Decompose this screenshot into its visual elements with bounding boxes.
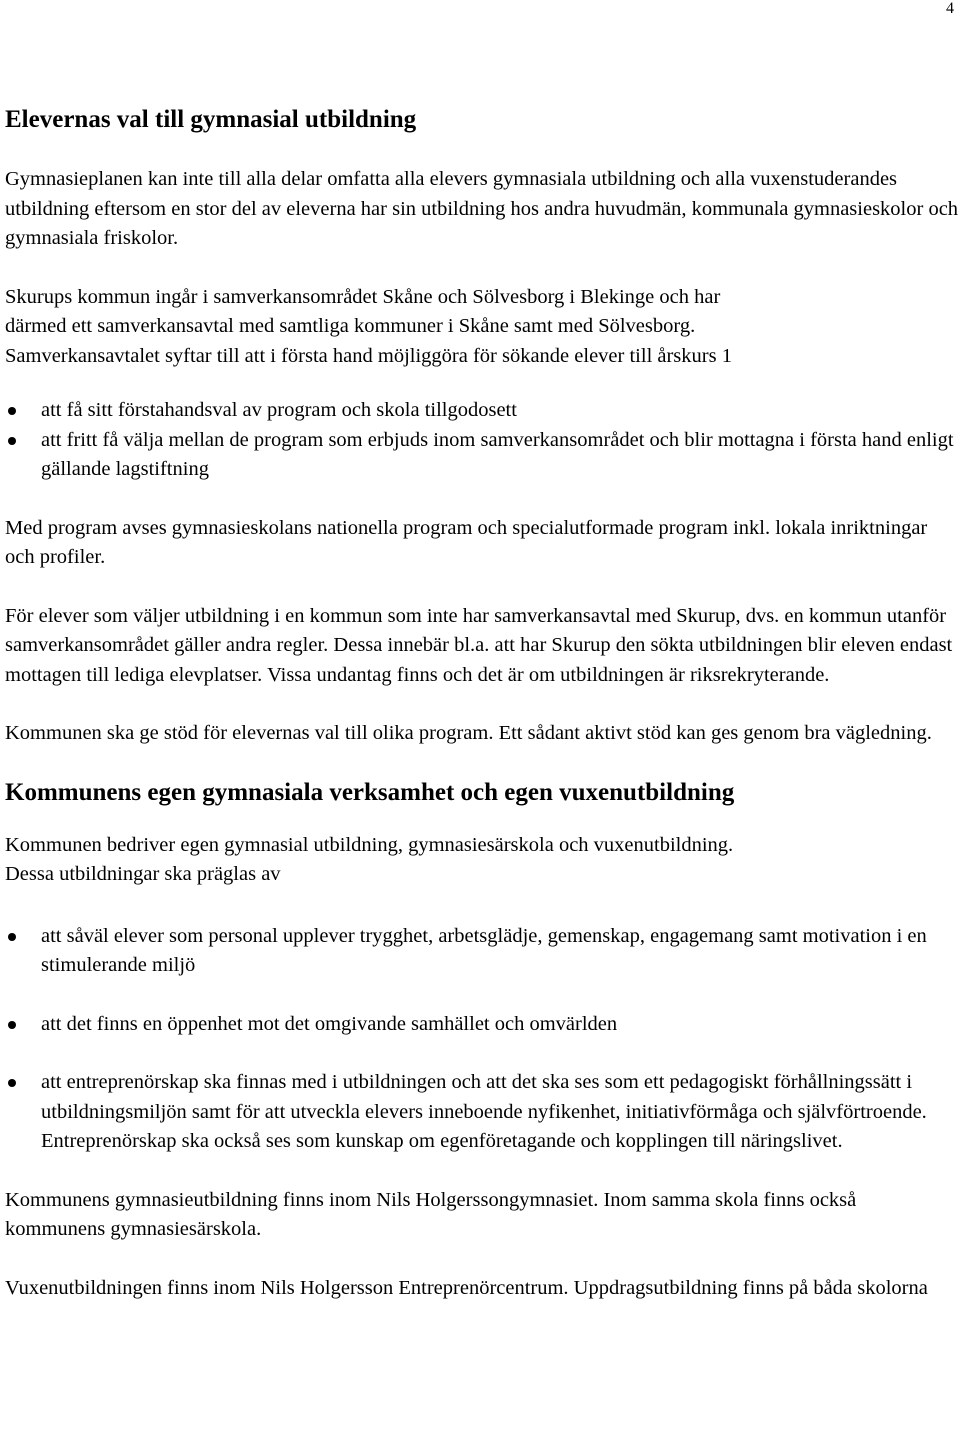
list-item: att entreprenörskap ska finnas med i utbildningen och att det ska ses som ett pedagogiskt förhållningssätt i utbildningsmiljön samt för att utveckla elevers inneboende nyfikenhet, initiativförmåga och självförtroende. Entreprenörskap ska också ses som kunskap om egenföretagande och kopplingen till näringslivet.	[5, 1068, 960, 1157]
egen-line-2: Dessa utbildningar ska präglas av	[5, 863, 281, 885]
aims-list	[5, 396, 960, 485]
document-body	[5, 104, 960, 1303]
paragraph-program-definition: Med program avses gymnasieskolans nationella program och specialutformade program inkl. lokala inriktningar och profiler.	[5, 516, 928, 568]
qualities-list	[5, 922, 960, 1157]
paragraph-nils-holgersson-gymnasiet: Kommunens gymnasieutbildning finns inom Nils Holgerssongymnasiet. Inom samma skola finns också kommunens gymnasiesärskola.	[5, 1188, 857, 1240]
paragraph-samverkansomrade	[5, 283, 960, 372]
page-number: 4	[946, 0, 954, 17]
section-heading-val: Elevernas val till gymnasial utbildning	[5, 106, 417, 133]
section-heading-egen-verksamhet: Kommunens egen gymnasiala verksamhet och egen vuxenutbildning	[5, 778, 735, 806]
paragraph-gymnasieplanen: Gymnasieplanen kan inte till alla delar omfatta alla elevers gymnasiala utbildning och alla vuxenstuderandes utbildning eftersom en stor del av eleverna har sin utbildning hos andra huvudmän, kommunala gymnasieskolor och gymnasiala friskolor.	[5, 168, 959, 249]
list-item: att det finns en öppenhet mot det omgivande samhället och omvärlden	[5, 1010, 960, 1040]
list-item: att såväl elever som personal upplever trygghet, arbetsglädje, gemenskap, engagemang samt motivation i en stimulerande miljö	[5, 922, 960, 981]
paragraph-guidance-support: Kommunen ska ge stöd för elevernas val till olika program. Ett sådant aktivt stöd kan ges genom bra vägledning.	[5, 722, 932, 744]
paragraph-egen-utbildning	[5, 831, 960, 890]
samverkan-line-3: Samverkansavtalet syftar till att i första hand möjliggöra för sökande elever till årskurs 1	[5, 344, 732, 367]
egen-line-1: Kommunen bedriver egen gymnasial utbildning, gymnasiesärskola och vuxenutbildning.	[5, 833, 734, 856]
samverkan-line-2: därmed ett samverkansavtal med samtliga kommuner i Skåne samt med Sölvesborg.	[5, 315, 696, 337]
samverkan-line-1: Skurups kommun ingår i samverkansområdet Skåne och Sölvesborg i Blekinge och har	[5, 285, 721, 308]
list-item: att fritt få välja mellan de program som erbjuds inom samverkansområdet och blir mottagna i första hand enligt gällande lagstiftning	[5, 426, 960, 485]
paragraph-other-municipality: För elever som väljer utbildning i en kommun som inte har samverkansavtal med Skurup, dvs. en kommun utanför samverkansområdet gäller andra regler. Dessa innebär bl.a. att har Skurup den sökta utbildningen blir eleven endast mottagen till lediga elevplatser. Vissa undantag finns och det är om utbildningen är riksrekryterande.	[5, 604, 953, 686]
paragraph-vuxenutbildning: Vuxenutbildningen finns inom Nils Holgersson Entreprenörcentrum. Uppdragsutbildning finns på båda skolorna	[5, 1276, 928, 1299]
list-item: att få sitt förstahandsval av program och skola tillgodosett	[5, 396, 960, 426]
